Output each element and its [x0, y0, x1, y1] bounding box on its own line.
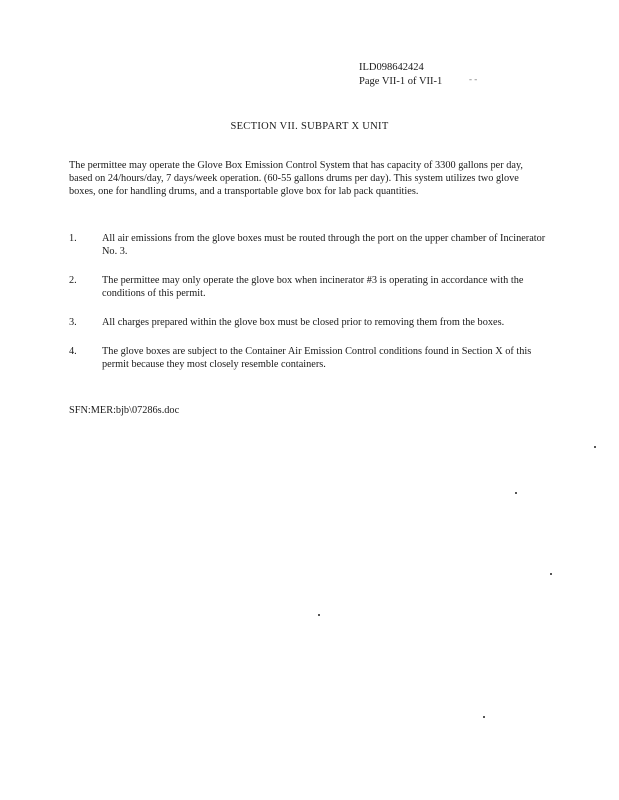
- list-item-number: 3.: [69, 317, 77, 328]
- list-item-number: 1.: [69, 233, 77, 244]
- intro-paragraph: The permittee may operate the Glove Box Emission Control System that has capacity of 3300 gallons per day, based on 24/hours/day, 7 days/week operation. (60-55 gallons drums per day). This system utilizes two glove boxes, one for handling drums, and a transportable glove box for lab pack quantities.: [69, 160, 524, 197]
- list-item-text: All air emissions from the glove boxes must be routed through the port on the upper chamber of Incinerator No. 3.: [102, 233, 546, 257]
- list-item: [69, 345, 547, 371]
- list-item: [69, 274, 547, 300]
- document-id: ILD098642424: [359, 62, 424, 73]
- stray-mark: - -: [469, 74, 478, 84]
- list-item-text: The permittee may only operate the glove box when incinerator #3 is operating in accordance with the conditions of this permit.: [102, 275, 524, 299]
- scan-speck: [515, 492, 517, 494]
- page-number: Page VII-1 of VII-1: [359, 76, 443, 87]
- list-item-number: 2.: [69, 275, 77, 286]
- conditions-list: [69, 232, 547, 387]
- scan-speck: [483, 716, 485, 718]
- list-item: [69, 316, 547, 329]
- section-title: SECTION VII. SUBPART X UNIT: [230, 121, 389, 132]
- list-item-number: 4.: [69, 346, 77, 357]
- list-item: [69, 232, 547, 258]
- list-item-text: All charges prepared within the glove box must be closed prior to removing them from the boxes.: [102, 317, 505, 328]
- scan-speck: [318, 614, 320, 616]
- file-reference: SFN:MER:bjb\07286s.doc: [69, 405, 180, 416]
- list-item-text: The glove boxes are subject to the Container Air Emission Control conditions found in Section X of this permit because they most closely resemble containers.: [102, 346, 532, 370]
- scan-speck: [550, 573, 552, 575]
- scan-speck: [594, 446, 596, 448]
- page-header: [359, 61, 442, 89]
